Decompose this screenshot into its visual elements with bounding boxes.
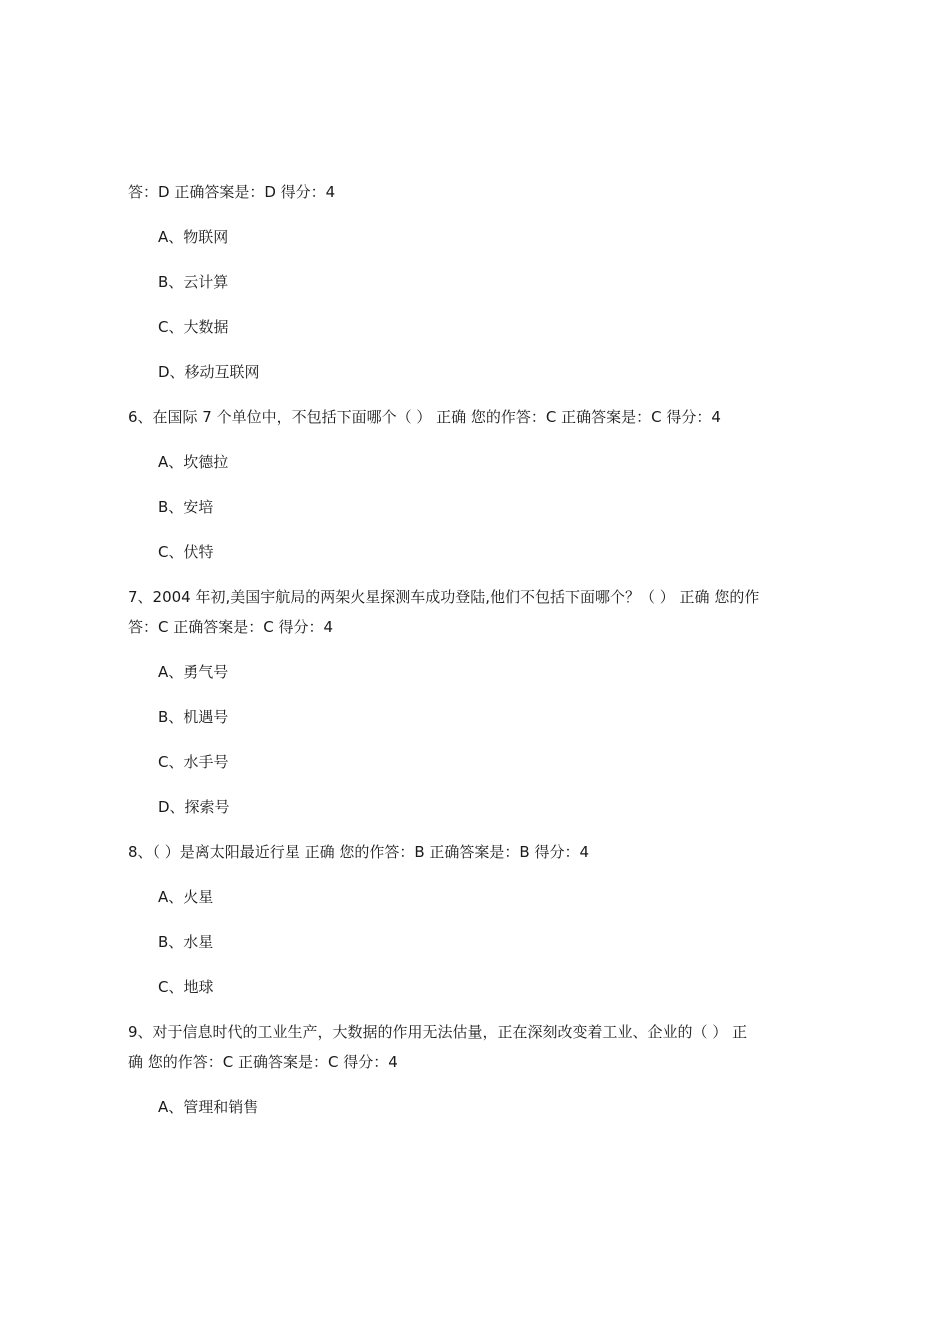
question-6: 6、在国际 7 个单位中，不包括下面哪个（ ） 正确 您的作答：C 正确答案是：C 得分：4 (128, 408, 721, 426)
question-9-cont: 确 您的作答：C 正确答案是：C 得分：4 (128, 1053, 398, 1071)
option-a-q9: A、管理和销售 (158, 1098, 259, 1116)
option-c-q5: C、大数据 (158, 318, 229, 336)
answer-line-q5: 答：D 正确答案是：D 得分：4 (128, 183, 336, 201)
option-a-q5: A、物联网 (158, 228, 229, 246)
option-a-q8: A、火星 (158, 888, 214, 906)
question-7: 7、2004 年初,美国宇航局的两架火星探测车成功登陆,他们不包括下面哪个？（ ） 正确 您的作 (128, 588, 760, 606)
option-b-q5: B、云计算 (158, 273, 229, 291)
question-7-cont: 答：C 正确答案是：C 得分：4 (128, 618, 334, 636)
option-b-q7: B、机遇号 (158, 708, 229, 726)
option-a-q6: A、坎德拉 (158, 453, 229, 471)
option-b-q8: B、水星 (158, 933, 214, 951)
option-c-q7: C、水手号 (158, 753, 229, 771)
option-d-q7: D、探索号 (158, 798, 230, 816)
option-a-q7: A、勇气号 (158, 663, 229, 681)
option-b-q6: B、安培 (158, 498, 214, 516)
option-d-q5: D、移动互联网 (158, 363, 260, 381)
question-9: 9、对于信息时代的工业生产，大数据的作用无法估量，正在深刻改变着工业、企业的（ ） 正 (128, 1023, 748, 1041)
option-c-q8: C、地球 (158, 978, 214, 996)
option-c-q6: C、伏特 (158, 543, 214, 561)
question-8: 8、（ ）是离太阳最近行星 正确 您的作答：B 正确答案是：B 得分：4 (128, 843, 590, 861)
